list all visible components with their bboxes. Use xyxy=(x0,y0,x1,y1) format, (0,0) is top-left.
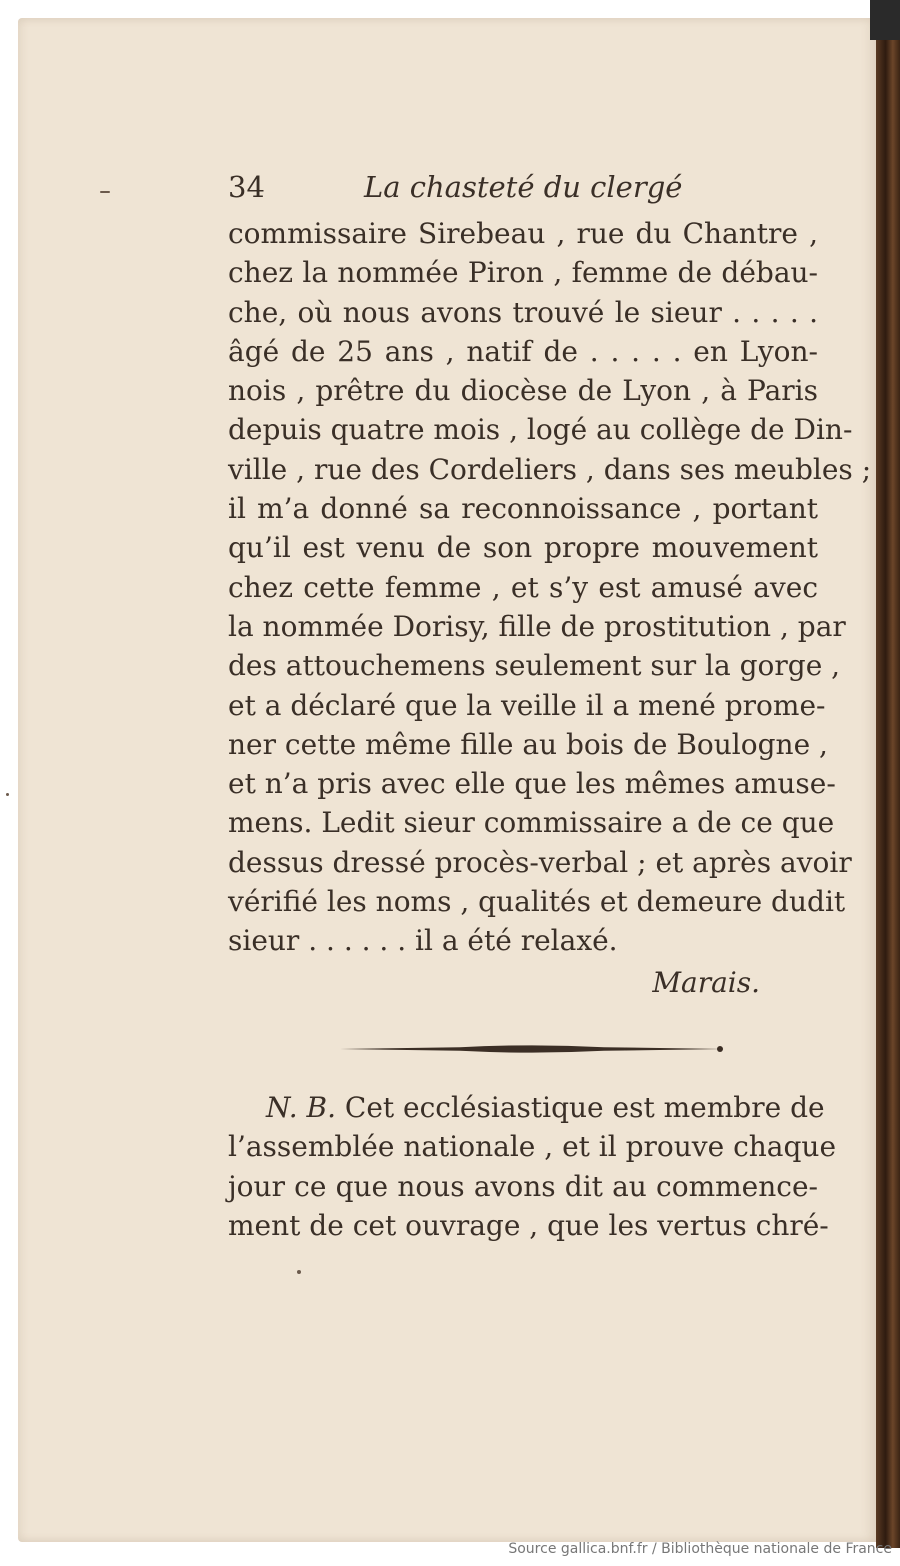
note-line: jour ce que nous avons dit au commence- xyxy=(228,1169,818,1203)
note-block xyxy=(228,1088,837,1245)
text-line: vérifié les noms , qualités et demeure dudit xyxy=(228,885,846,919)
text-line: ner cette même fille au bois de Boulogne , xyxy=(228,727,828,761)
scan-mark xyxy=(100,191,110,193)
text-line: ville , rue des Cordeliers , dans ses meubles ; xyxy=(228,452,872,486)
page-number: 34 xyxy=(228,170,265,204)
text-line: et a déclaré que la veille il a mené prome- xyxy=(228,688,826,722)
signature: Marais. xyxy=(652,966,760,999)
note-line: ment de cet ouvrage , que les vertus chré- xyxy=(228,1208,829,1242)
text-line: sieur . . . . . . il a été relaxé. xyxy=(228,924,618,958)
running-header xyxy=(228,166,818,210)
book-binding-edge xyxy=(876,0,900,1548)
running-title: La chasteté du clergé xyxy=(364,170,683,204)
text-line: âgé de 25 ans , natif de . . . . . en Lyon- xyxy=(228,334,818,368)
body-text xyxy=(228,214,872,961)
scan-corner xyxy=(870,0,900,40)
text-line: dessus dressé procès-verbal ; et après avoir xyxy=(228,845,852,879)
text-line: la nommée Dorisy, fille de prostitution , par xyxy=(228,609,846,643)
note-first-line: Cet ecclésiastique est membre de xyxy=(336,1091,825,1124)
text-line: che, où nous avons trouvé le sieur . . . . . xyxy=(228,295,818,329)
ornamental-rule xyxy=(340,1043,724,1055)
scan-speck xyxy=(297,1270,301,1274)
text-line: il m’a donné sa reconnoissance , portant xyxy=(228,492,818,526)
scan-speck xyxy=(6,793,9,796)
text-line: chez la nommée Piron , femme de débau- xyxy=(228,256,818,290)
text-line: commissaire Sirebeau , rue du Chantre , xyxy=(228,217,818,250)
text-line: mens. Ledit sieur commissaire a de ce que xyxy=(228,806,835,840)
text-line: nois , prêtre du diocèse de Lyon , à Paris xyxy=(228,374,818,408)
note-line xyxy=(228,1088,825,1127)
text-line: chez cette femme , et s’y est amusé avec xyxy=(228,570,818,604)
text-line: et n’a pris avec elle que les mêmes amuse- xyxy=(228,767,836,801)
source-footer: Source gallica.bnf.fr / Bibliothèque nationale de France xyxy=(508,1541,892,1557)
text-line: qu’il est venu de son propre mouvement xyxy=(228,531,818,565)
text-line: des attouchemens seulement sur la gorge , xyxy=(228,649,841,683)
text-line: depuis quatre mois , logé au collège de Din- xyxy=(228,413,853,447)
note-line: l’assemblée nationale , et il prouve chaque xyxy=(228,1130,837,1164)
note-lead: N. B. xyxy=(266,1091,336,1124)
